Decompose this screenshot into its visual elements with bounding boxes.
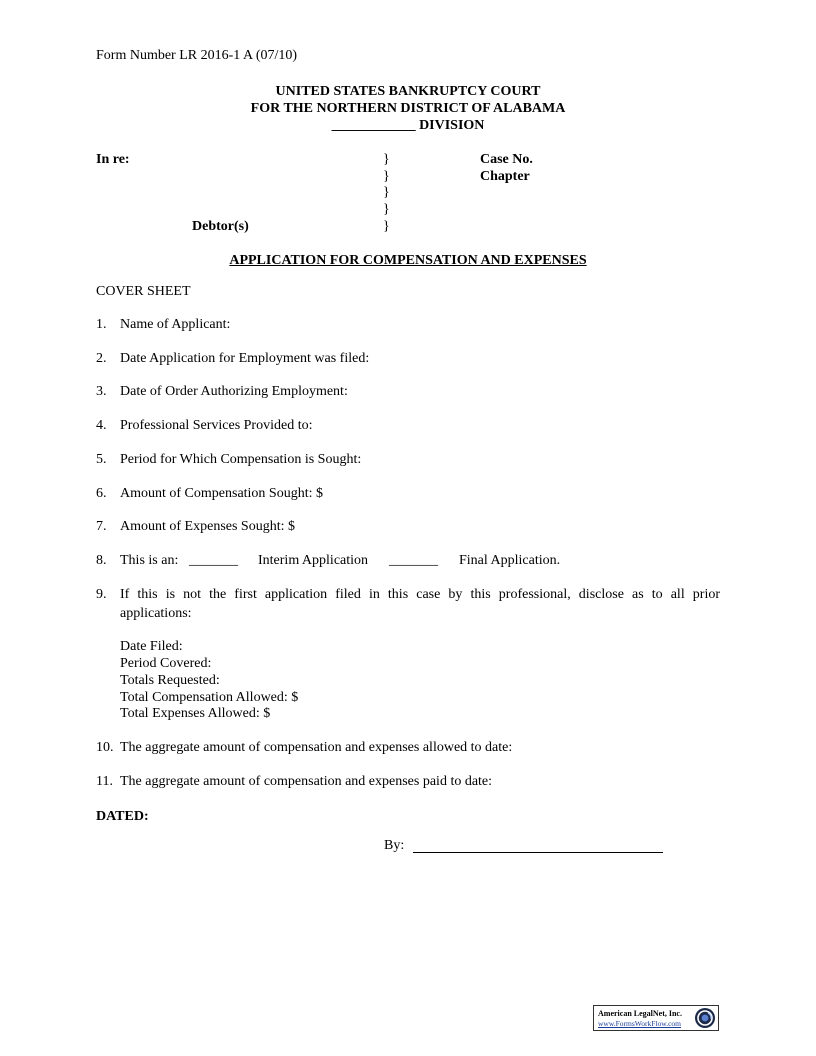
court-name: UNITED STATES BANKRUPTCY COURT (275, 84, 541, 99)
item-number: 6. (96, 486, 107, 501)
logo-company-name: American LegalNet, Inc. (598, 1009, 682, 1018)
cover-sheet-heading: COVER SHEET (96, 284, 191, 299)
division-line (0, 118, 816, 134)
item-number: 1. (96, 317, 107, 332)
prior-total-expenses: Total Expenses Allowed: $ (120, 706, 271, 721)
interim-label: Interim Application (258, 553, 369, 568)
item-text: If this is not the first application filed in this case by this professional, disclose as to all prior (120, 587, 720, 602)
item-number: 2. (96, 351, 107, 366)
logo-globe-icon (694, 1007, 716, 1029)
item-text: Date of Order Authorizing Employment: (120, 384, 348, 399)
item-text: Amount of Compensation Sought: $ (120, 486, 323, 501)
interim-blank: _______ (189, 553, 238, 568)
final-label: Final Application. (459, 553, 561, 568)
item-number: 5. (96, 452, 107, 467)
final-blank: _______ (389, 553, 438, 568)
prior-total-compensation: Total Compensation Allowed: $ (120, 690, 299, 705)
prior-date-filed: Date Filed: (120, 639, 183, 654)
division-blank: ____________ (331, 118, 416, 133)
caption-brace: } (383, 169, 390, 184)
item-number: 9. (96, 587, 107, 602)
document-title: APPLICATION FOR COMPENSATION AND EXPENSES (229, 253, 587, 268)
prior-totals-requested: Totals Requested: (120, 673, 220, 688)
item-number: 8. (96, 553, 107, 568)
item-number: 11. (96, 774, 113, 789)
item-text: This is an: (120, 553, 179, 568)
in-re-label: In re: (96, 152, 130, 167)
signature-line[interactable] (413, 852, 663, 853)
item-text: Period for Which Compensation is Sought: (120, 452, 362, 467)
caption-brace: } (383, 185, 390, 200)
item-text: The aggregate amount of compensation and expenses paid to date: (120, 774, 493, 789)
item-text: Amount of Expenses Sought: $ (120, 519, 295, 534)
case-no-label: Case No. (480, 152, 533, 167)
item-text: Date Application for Employment was filed: (120, 351, 370, 366)
item-number: 10. (96, 740, 114, 755)
caption-brace: } (383, 202, 390, 217)
item-text: Professional Services Provided to: (120, 418, 313, 433)
item-number: 4. (96, 418, 107, 433)
item-number: 3. (96, 384, 107, 399)
district-name: FOR THE NORTHERN DISTRICT OF ALABAMA (250, 101, 566, 116)
form-number: Form Number LR 2016-1 A (07/10) (96, 48, 298, 63)
footer-logo[interactable] (593, 1005, 719, 1031)
chapter-label: Chapter (480, 169, 530, 184)
caption-brace: } (383, 219, 390, 234)
item-text: Name of Applicant: (120, 317, 231, 332)
debtor-label: Debtor(s) (192, 219, 249, 234)
item-number: 7. (96, 519, 107, 534)
dated-label: DATED: (96, 809, 149, 824)
item-text: The aggregate amount of compensation and expenses allowed to date: (120, 740, 513, 755)
by-label: By: (384, 838, 405, 853)
logo-url-link[interactable]: www.FormsWorkFlow.com (598, 1019, 682, 1028)
prior-period-covered: Period Covered: (120, 656, 212, 671)
item-text-continued: applications: (120, 606, 192, 621)
division-label: DIVISION (419, 118, 485, 133)
caption-brace: } (383, 152, 390, 167)
